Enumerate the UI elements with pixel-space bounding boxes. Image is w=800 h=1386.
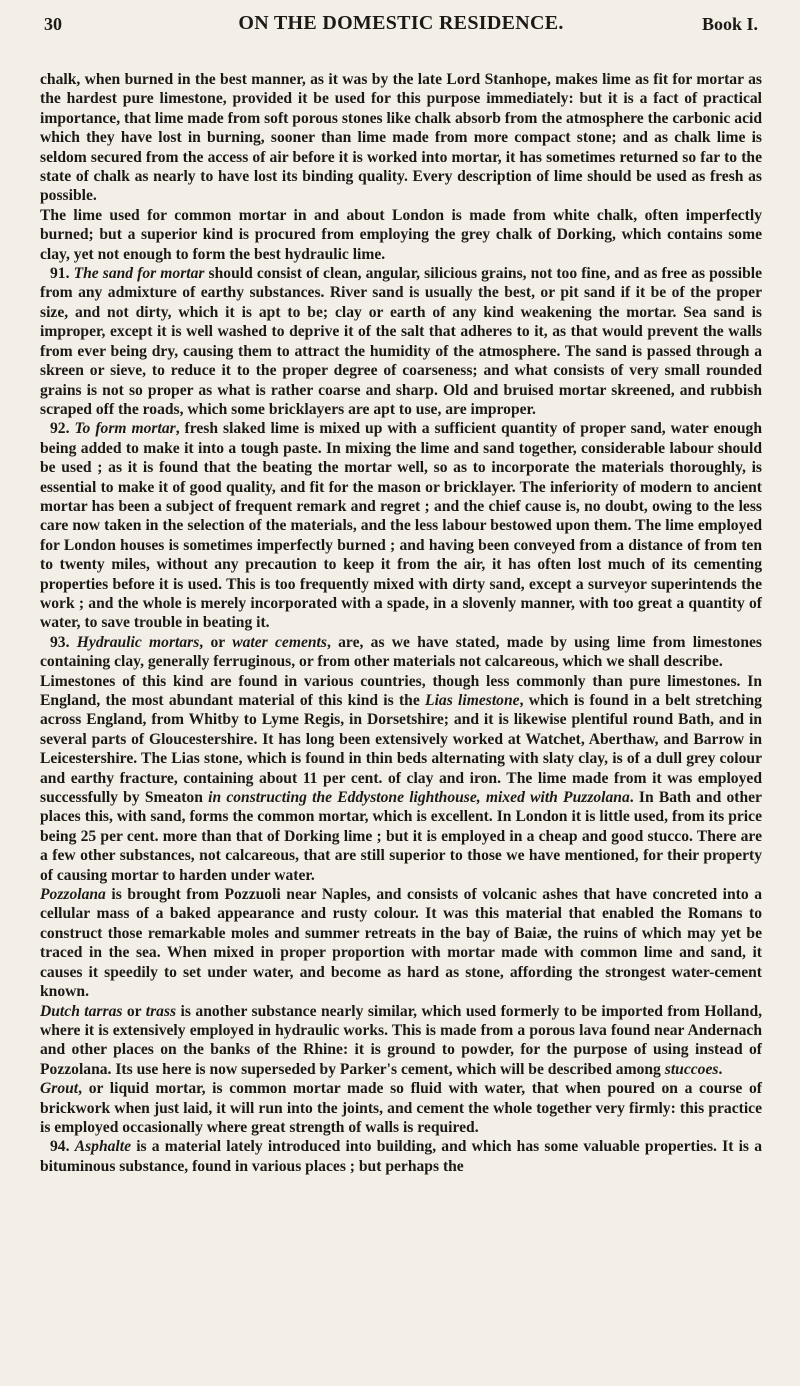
text-run: is a material lately introduced into building, and which has some valuable properties. It is a bituminous substance, found in various places ; but perhaps the xyxy=(40,1138,762,1175)
text-run: , or liquid mortar, is common mortar made so fluid with water, that when poured on a course of brickwork when just laid, it will run into the joints, and cement the whole together very firmly: this practice is employed occasionally where great strength of walls is required. xyxy=(40,1080,762,1136)
paragraph-p6 xyxy=(40,885,762,1001)
italic-text: stuccoes xyxy=(664,1060,719,1078)
italic-text: trass xyxy=(145,1002,177,1020)
paragraph-p4 xyxy=(40,633,762,672)
text-run: Limestones of this kind are found in various countries, though less commonly than pure limestones. In England, the most abundant material of this kind is the xyxy=(40,672,762,709)
paragraph-p8 xyxy=(40,1079,762,1137)
running-title: ON THE DOMESTIC RESIDENCE. xyxy=(238,12,564,34)
paragraph-p5 xyxy=(40,672,762,885)
text-run: , are, as we have stated, made by using lime from limestones containing clay, generally ferruginous, or from other materials not calcareous, which we shall describe. xyxy=(40,633,762,671)
text-run: , or xyxy=(199,633,233,651)
text-run: chalk, when burned in the best manner, as it was by the late Lord Stanhope, makes lime as fit for mortar as the hardest pure limestone, provided it be used for this purpose immediately: but it is a fact of practical importance, that lime made from soft porous stones like chalk absorb from the atmosphere the carbonic acid which they have lost in burning, sooner than lime made from more compact stone; and as chalk lime is seldom secured from the access of air before it is worked into mortar, it has sometimes returned so far to the state of chalk as nearly to have lost its binding quality. Every description of lime should be used as fresh as possible. xyxy=(40,71,762,205)
text-run: is brought from Pozzuoli near Naples, and consists of volcanic ashes that have concreted into a cellular mass of a baked appearance and rusty colour. It was this material that enabled the Romans to construct those remarkable moles and summer retreats in the bay of Baiæ, the ruins of which may yet be traced in the sea. When mixed in proper proportion with mortar made with common lime and sand, it causes it speedily to set under water, and become as hard as stone, affording the strongest water-cement known. xyxy=(40,886,762,1001)
text-run: is another substance nearly similar, which used formerly to be imported from Holland, where it is extensively employed in hydraulic works. This is made from a porous lava found near Andernach and other places on the banks of the Rhine: it is ground to powder, for the purpose of using instead of Pozzolana. Its use here is now superseded by Parker's cement, which will be described among xyxy=(40,1002,763,1078)
italic-text: To form mortar xyxy=(74,420,176,438)
italic-text: Pozzolana xyxy=(40,886,106,904)
italic-text: Grout xyxy=(40,1080,79,1098)
text-run: . xyxy=(718,1060,723,1078)
italic-text: water cements xyxy=(232,633,327,651)
paragraph-p0 xyxy=(40,70,762,206)
text-run: 93. xyxy=(50,633,77,651)
text-run: 91. xyxy=(50,265,74,283)
text-run: . In Bath and other places this, with sand, forms the common mortar, which is excellent. In London it is little used, from its price being 25 per cent. more than that of Dorking lime ; but it is employed in a cheap and good stucco. There are a few other substances, not calcareous, that are still superior to those we have mentioned, for their property of causing mortar to harden under water. xyxy=(40,789,762,884)
text-run: 92. xyxy=(50,420,75,438)
italic-text: The sand for mortar xyxy=(73,265,205,283)
text-run: should consist of clean, angular, silicious grains, not too fine, and as free as possible from any admixture of earthy substances. River sand is usually the best, or pit sand if it be of the proper size, and not dirty, which it is apt to be; clay or earth of any kind weakening the mortar. Sea sand is improper, except it is well washed to deprive it of the salt that adheres to it, as that would prevent the walls from ever being dry, causing them to attract the humidity of the atmosphere. The sand is passed through a skreen or sieve, to reduce it to the proper degree of coarseness; and what consists of very small rounded grains is not so proper as what is rather coarse and sharp. Old and bruised mortar skreened, and rubbish scraped off the roads, which some bricklayers are apt to use, are improper. xyxy=(40,265,762,418)
page-number: 30 xyxy=(44,14,62,34)
text-run: , fresh slaked lime is mixed up with a sufficient quantity of proper sand, water enough being added to make it into a tough paste. In mixing the lime and sand together, considerable labour should be used ; as it is found that the beating the mortar well, so as to incorporate the materials thoroughly, is essential to make it of good quality, and fit for the mason or bricklayer. The inferiority of modern to ancient mortar has been a subject of frequent remark and regret ; and the chief cause is, no doubt, owing to the less care now taken in the selection of the materials, and the less labour bestowed upon them. The lime employed for London houses is sometimes imperfectly burned ; and having been conveyed from a distance of from ten to twenty miles, without any precaution to keep it from the air, it has often lost much of its cementing properties before it is used. This is too frequently mixed with dirty sand, except a surveyor superintends the work ; and the whole is merely incorporated with a spade, in a slovenly manner, with too great a quantity of water, to save trouble in beating it. xyxy=(40,420,762,632)
text-run: 94. xyxy=(50,1138,75,1156)
text-run: , which is found in a belt stretching across England, from Whitby to Lyme Regis, in Dorsetshire; and it is likewise plentiful round Bath, and in several parts of Gloucestershire. It has long been extensively worked at Watchet, Aberthaw, and Barrow in Leicestershire. The Lias stone, which is found in thin beds alternating with slaty clay, is of a dull grey colour and earthy fracture, containing about 11 per cent. of clay and iron. The lime made from it was employed successfully by Smeaton xyxy=(40,692,762,807)
text-run: The lime used for common mortar in and about London is made from white chalk, often imperfectly burned; but a superior kind is procured from employing the grey chalk of Dorking, which contains some clay, yet not enough to form the best hydraulic lime. xyxy=(40,206,762,263)
page-body xyxy=(40,70,762,1176)
italic-text: Lias limestone xyxy=(425,692,520,709)
italic-text: in constructing the Eddystone lighthouse, mixed with Puzzolana xyxy=(208,789,630,807)
book-label: Book I. xyxy=(701,14,758,34)
paragraph-p9 xyxy=(40,1137,762,1176)
italic-text: Asphalte xyxy=(74,1138,132,1156)
paragraph-p3 xyxy=(40,419,762,632)
paragraph-p7 xyxy=(40,1002,762,1080)
italic-text: Dutch tarras xyxy=(40,1002,123,1020)
running-header xyxy=(40,0,762,70)
paragraph-p1 xyxy=(40,206,762,264)
paragraph-p2 xyxy=(40,264,762,419)
text-run: or xyxy=(122,1002,146,1020)
italic-text: Hydraulic mortars xyxy=(76,633,200,651)
